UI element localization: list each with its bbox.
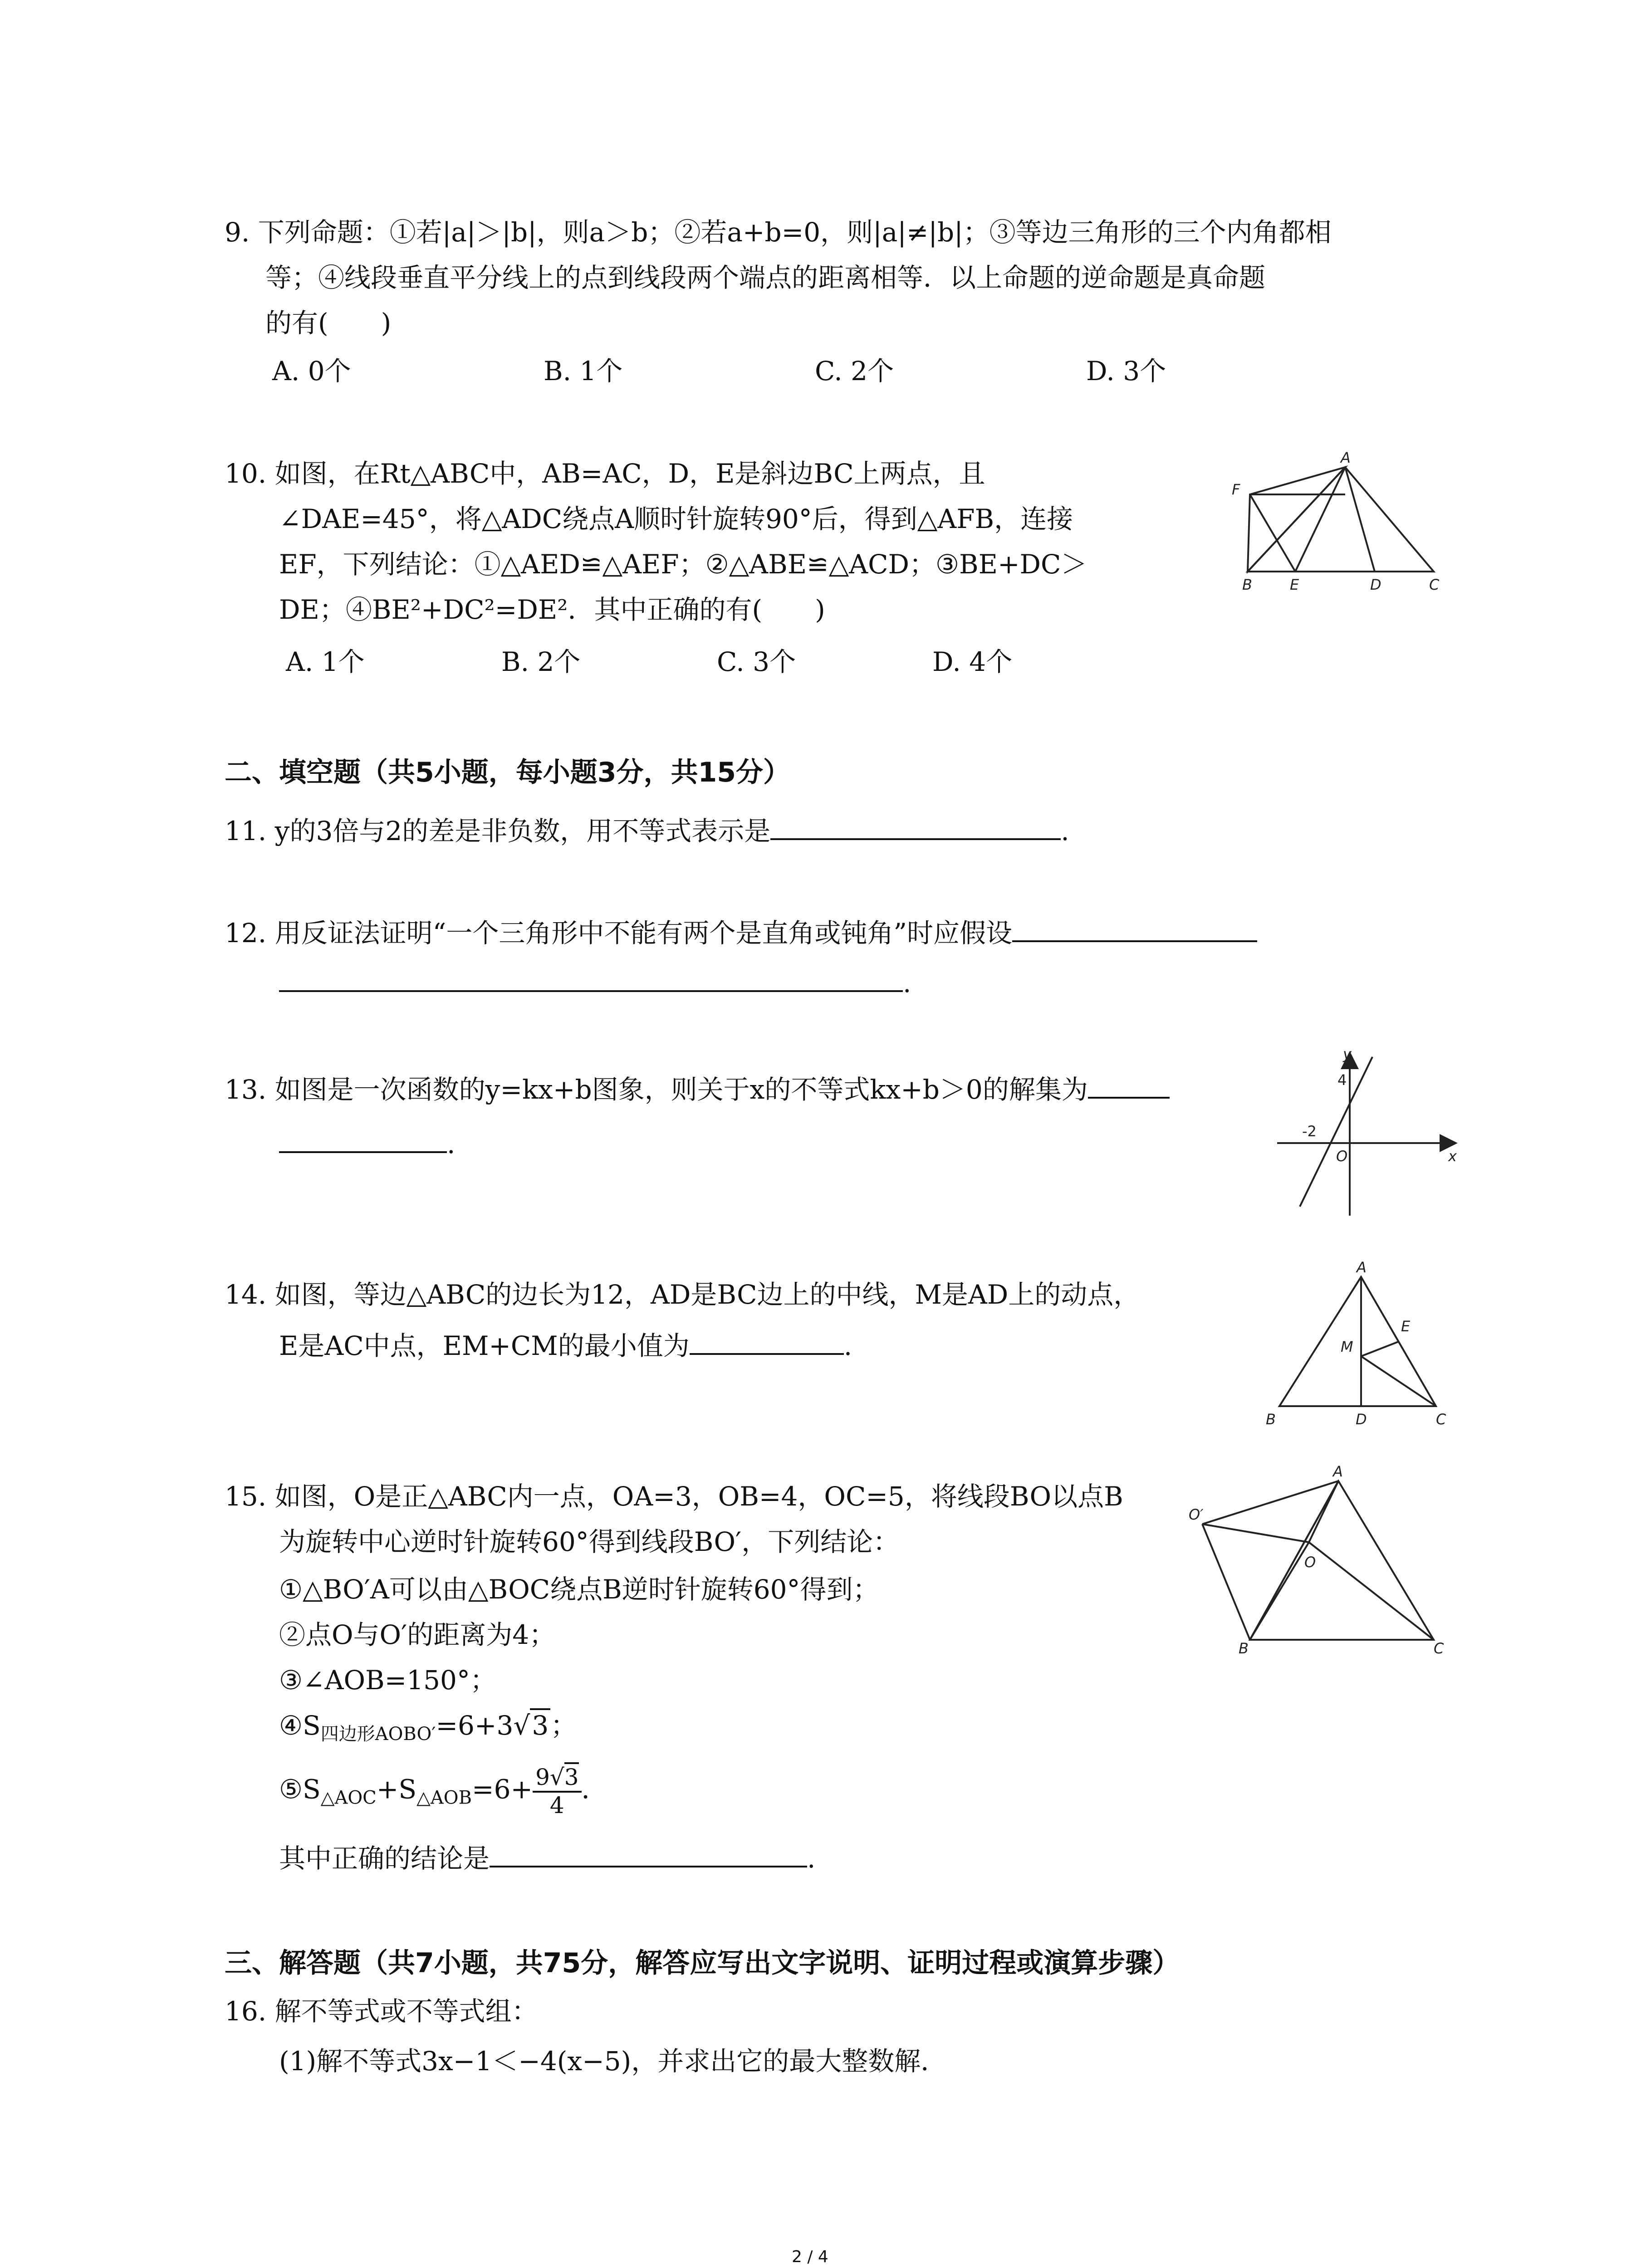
label-b: B	[1266, 1411, 1276, 1428]
section-3-title: 三、解答题（共7小题，共75分，解答应写出文字说明、证明过程或演算步骤）	[225, 1947, 1180, 1979]
q13-line-2	[279, 1125, 455, 1160]
q12-text: 12. 用反证法证明“一个三角形中不能有两个是直角或钝角”时应假设	[225, 918, 1012, 948]
q14-text: E是AC中点，EM+CM的最小值为	[279, 1330, 690, 1361]
q9-option-c: C. 2个	[815, 356, 894, 386]
sqrt-symbol: √	[513, 1710, 530, 1741]
segment-ae	[1295, 467, 1345, 572]
q14-figure	[1252, 1261, 1456, 1433]
page-number: 2 / 4	[792, 2248, 828, 2266]
q15-figure	[1189, 1465, 1461, 1656]
q15-conclusion-4	[279, 1710, 577, 1745]
label-o: O	[1336, 1148, 1348, 1165]
q13-text: 13. 如图是一次函数的y=kx+b图象，则关于x的不等式kx+b＞0的解集为	[225, 1074, 1088, 1105]
label-x: x	[1448, 1148, 1457, 1165]
segment-oc	[1309, 1542, 1434, 1640]
q9-option-a: A. 0个	[272, 356, 351, 386]
label-a: A	[1341, 449, 1351, 466]
q9-option-b: B. 1个	[544, 356, 623, 386]
c5-eq: =6+	[471, 1774, 533, 1805]
c4-eq: =6+3	[436, 1710, 514, 1741]
triangle-afb	[1248, 467, 1345, 572]
segment-oo-prime	[1202, 1524, 1309, 1542]
c5-prefix: ⑤S	[279, 1774, 321, 1805]
label-f: F	[1232, 481, 1240, 498]
q15-conclusion-3: ③∠AOB=150°；	[279, 1665, 496, 1696]
q10-line-2: ∠DAE=45°，将△ADC绕点A顺时针旋转90°后，得到△AFB，连接	[279, 503, 1073, 534]
q15-answer-blank[interactable]	[490, 1839, 807, 1867]
label-b: B	[1242, 576, 1252, 593]
c5-numerator	[533, 1765, 582, 1793]
q11-answer-blank[interactable]	[770, 812, 1061, 840]
q13-answer-blank-2[interactable]	[279, 1125, 447, 1153]
q14-answer-blank[interactable]	[690, 1327, 844, 1355]
q12	[225, 914, 1257, 949]
c5-denominator: 4	[549, 1792, 564, 1818]
triangle-abc	[1279, 1277, 1436, 1406]
q12-answer-blank-2[interactable]	[279, 964, 903, 992]
triangle-abc	[1250, 1481, 1434, 1640]
triangle-abc	[1248, 467, 1434, 572]
q13	[225, 1070, 1170, 1106]
label-m: M	[1341, 1338, 1353, 1355]
q15-ask-text: 其中正确的结论是	[279, 1843, 490, 1874]
q14-line-2	[279, 1327, 852, 1362]
label-4: 4	[1337, 1071, 1347, 1089]
q9-line-3: 的有( )	[265, 308, 392, 338]
label-d: D	[1356, 1411, 1367, 1428]
label-e: E	[1401, 1318, 1411, 1335]
c5-subscript-2: △AOB	[416, 1787, 472, 1809]
label-b: B	[1239, 1640, 1249, 1656]
q16-line-1: 16. 解不等式或不等式组：	[225, 1996, 538, 2027]
q15-end: .	[807, 1843, 816, 1874]
q11	[225, 812, 1069, 847]
q9-line-1: 9. 下列命题：①若|a|＞|b|，则a＞b；②若a+b=0，则|a|≠|b|；③等边三角形的三个内角都相	[225, 217, 1332, 248]
label-c: C	[1429, 576, 1440, 593]
c5-subscript-1: △AOC	[320, 1787, 377, 1809]
q10-option-d: D. 4个	[932, 646, 1013, 677]
label-a: A	[1357, 1261, 1367, 1276]
label-o-prime: O′	[1189, 1506, 1204, 1523]
q11-end: .	[1061, 816, 1069, 846]
q12-line-2	[279, 964, 911, 999]
q10-line-4: DE；④BE²+DC²=DE²．其中正确的有( )	[279, 594, 825, 625]
q13-end: .	[447, 1129, 456, 1159]
q14-line-1: 14. 如图，等边△ABC的边长为12，AD是BC边上的中线，M是AD上的动点，	[225, 1279, 1140, 1310]
q15-conclusion-1: ①△BO′A可以由△BOC绕点B逆时针旋转60°得到；	[279, 1574, 879, 1605]
c4-radicand: 3	[530, 1708, 550, 1741]
q10-figure	[1225, 449, 1456, 594]
q9-option-d: D. 3个	[1086, 356, 1166, 386]
c5-end: ．	[581, 1774, 608, 1805]
q15-line-1: 15. 如图，O是正△ABC内一点，OA=3，OB=4，OC=5，将线段BO以点B	[225, 1481, 1123, 1512]
q12-answer-blank-1[interactable]	[1012, 914, 1257, 942]
c5-radicand: 3	[564, 1762, 579, 1790]
c5-plus: +S	[376, 1774, 417, 1805]
q15-ask	[279, 1839, 815, 1875]
q10-option-a: A. 1个	[286, 646, 365, 677]
label-d: D	[1370, 576, 1381, 593]
q13-figure	[1275, 1048, 1465, 1220]
segment-mc	[1361, 1356, 1436, 1406]
segment-me	[1361, 1342, 1398, 1356]
label-c: C	[1436, 1411, 1446, 1428]
q9-line-2: 等；④线段垂直平分线上的点到线段两个端点的距离相等．以上命题的逆命题是真命题	[265, 262, 1266, 293]
segment-fe	[1250, 494, 1295, 572]
q12-end: .	[903, 968, 911, 998]
label-c: C	[1434, 1640, 1444, 1656]
q14-end: .	[843, 1330, 852, 1361]
label-a: A	[1333, 1465, 1343, 1480]
q16-line-2: (1)解不等式3x−1＜−4(x−5)，并求出它的最大整数解．	[279, 2046, 947, 2077]
section-2-title: 二、填空题（共5小题，每小题3分，共15分）	[225, 757, 790, 788]
segment-ad	[1345, 467, 1375, 572]
c4-prefix: ④S	[279, 1710, 321, 1741]
c5-num: 9	[535, 1764, 550, 1790]
q15-line-2: 为旋转中心逆时针旋转60°得到线段BO′，下列结论：	[279, 1526, 900, 1557]
q10-option-c: C. 3个	[717, 646, 796, 677]
q13-answer-blank-1[interactable]	[1088, 1070, 1170, 1099]
label-o: O	[1304, 1554, 1316, 1571]
q15-conclusion-5	[279, 1765, 608, 1818]
q10-option-b: B. 2个	[501, 646, 581, 677]
segment-bo-prime	[1202, 1524, 1250, 1640]
c5-fraction	[533, 1765, 582, 1818]
c4-end: ；	[550, 1710, 577, 1741]
label-e: E	[1290, 576, 1299, 593]
label-minus-2: -2	[1302, 1123, 1317, 1140]
q10-line-3: EF，下列结论：①△AED≌△AEF；②△ABE≌△ACD；③BE+DC＞	[279, 549, 1087, 580]
label-y: y	[1343, 1048, 1352, 1063]
c4-subscript: 四边形AOBO′	[320, 1724, 436, 1745]
sqrt-symbol: √	[549, 1764, 564, 1790]
q15-conclusion-2: ②点O与O′的距离为4；	[279, 1619, 556, 1650]
q11-text: 11. y的3倍与2的差是非负数，用不等式表示是	[225, 816, 771, 846]
q10-line-1: 10. 如图，在Rt△ABC中，AB=AC，D，E是斜边BC上两点，且	[225, 458, 985, 489]
